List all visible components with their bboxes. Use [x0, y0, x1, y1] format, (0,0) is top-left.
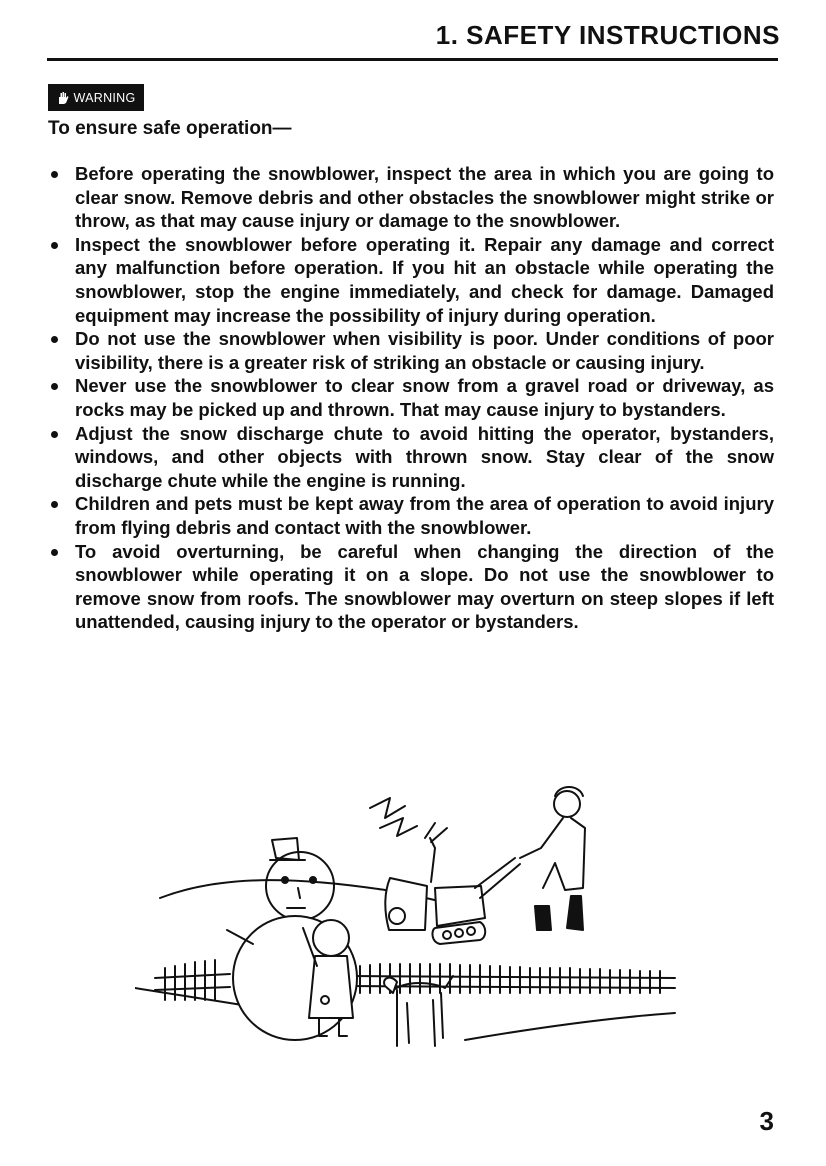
bullet-text: Before operating the snowblower, inspect the area in which you are going to clear snow. Remove debris and other obstacles the snowblower might strike or throw, as that may cause injury or damage to the snowblower.	[75, 163, 774, 232]
page-title: 1. SAFETY INSTRUCTIONS	[435, 20, 780, 50]
bullet-dot	[51, 171, 58, 178]
bullet-item	[48, 422, 774, 493]
bullet-text: Adjust the snow discharge chute to avoid hitting the operator, bystanders, windows, and other objects with thrown snow. Stay clear of the snow discharge chute while the engine is running.	[75, 422, 774, 491]
bullet-text: Never use the snowblower to clear snow from a gravel road or driveway, as rocks may be picked up and thrown. That may cause injury to bystanders.	[75, 375, 774, 420]
bullet-text: Children and pets must be kept away from the area of operation to avoid injury from flying debris and contact with the snowblower.	[75, 493, 774, 538]
bullet-dot	[51, 549, 58, 556]
bullet-text: Inspect the snowblower before operating it. Repair any damage and correct any malfunction before operation. If you hit an obstacle while operating the snowblower, stop the engine immediately, and check for damage. Damaged equipment may increase the possibility of injury during operation.	[75, 233, 774, 326]
safety-bullet-list	[48, 162, 774, 634]
hand-warning-icon	[56, 91, 70, 105]
bullet-item	[48, 327, 774, 374]
intro-text: To ensure safe operation—	[48, 118, 292, 139]
bullet-item	[48, 540, 774, 634]
bullet-text: Do not use the snowblower when visibility is poor. Under conditions of poor visibility, there is a greater risk of striking an obstacle or causing injury.	[75, 328, 774, 373]
bullet-item	[48, 492, 774, 539]
bullet-dot	[51, 501, 58, 508]
warning-label: WARNING	[73, 90, 136, 105]
bullet-item	[48, 233, 774, 327]
bullet-text: To avoid overturning, be careful when changing the direction of the snowblower while operating it on a slope. Do not use the snowblower to remove snow from roofs. The snowblower may overturn on steep slopes if left unattended, causing injury to the operator or bystanders.	[75, 540, 774, 633]
bullet-dot	[51, 336, 58, 343]
bullet-dot	[51, 242, 58, 249]
snowblower-safety-illustration	[135, 778, 695, 1063]
snowblower-machine	[370, 798, 520, 944]
snow-ground-line-right	[465, 1013, 675, 1040]
warning-badge	[48, 84, 144, 111]
bullet-item	[48, 374, 774, 421]
header-rule	[47, 58, 778, 61]
page-number: 3	[759, 1106, 774, 1136]
operator-figure	[520, 787, 585, 930]
bullet-dot	[51, 383, 58, 390]
bullet-item	[48, 162, 774, 233]
bullet-dot	[51, 431, 58, 438]
